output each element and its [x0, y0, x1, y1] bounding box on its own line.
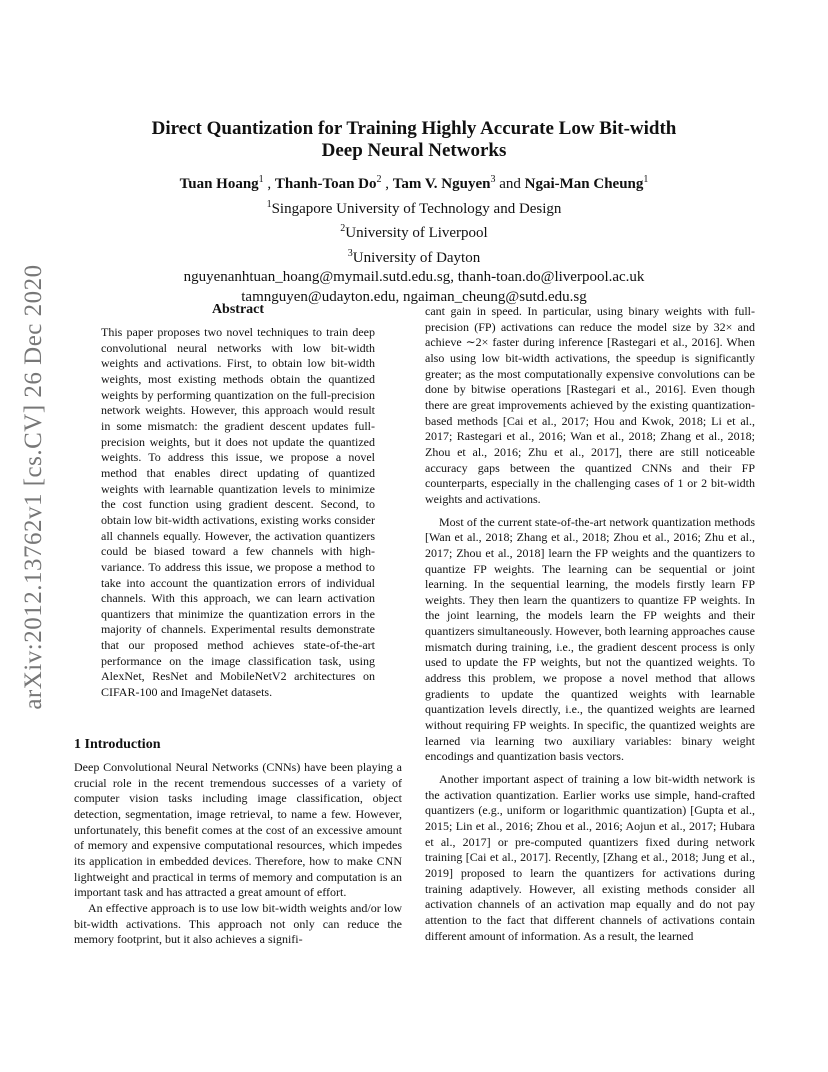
author-block: [74, 170, 754, 308]
abstract-heading: Abstract: [211, 302, 265, 317]
right-paragraph-3: Another important aspect of training a low bit-width network is the activation quantization. Earlier works use simple, hand-crafted quantizers (e.g., uniform or logarithmic quantization) [Gupta et al., 2015; Lin et al., 2016; Zhou et al., 2016; Aojun et al., 2017; Hubara et al., 2017] or pre-computed quantizers fixed during network training [Cai et al., 2017]. Recently, [Zhang et al., 2018; Jung et al., 2019] proposed to learn the quantizers for activations during training adaptively. However, all existing methods consider all activation channels of an activation map equally and do not pay attention to the fact that different channels of activations contain different amount of information. As a result, the learned: [425, 772, 755, 943]
arxiv-identifier: [14, 264, 54, 710]
introduction-heading: 1 Introduction: [74, 737, 161, 752]
intro-paragraph-2: An effective approach is to use low bit-width weights and/or low bit-width activations. This approach not only can reduce the memory footprint, but it also achieves a signifi-: [74, 900, 402, 947]
author-2: Thanh-Toan Do: [274, 176, 377, 192]
right-column: [425, 304, 755, 944]
intro-paragraph-1: Deep Convolutional Neural Networks (CNNs) have been playing a crucial role in the recent tremendous successes of a variety of computer vision tasks including image classification, object detection, segmentation, image retrieval, to name a few. However, unfortunately, this benefit comes at the cost of an excessive amount of memory and expensive computational resources, which impedes its application in embedded devices. Therefore, how to make CNN lightweight and practical in terms of memory and computation is an important task and has attracted a great amount of effort.: [74, 760, 402, 900]
author-names: Tuan Hoang$^1$ , Thanh-Toan Do$^2$ , Tam V. Nguyen$^3$ and Ngai-Man Cheung$^1$: [179, 174, 649, 192]
right-paragraph-1: cant gain in speed. In particular, using binary weights with full-precision (FP) activations can reduce the model size by 32× and achieve ∼2× faster during inference [Rastegari et al., 2016]. When also using low bit-width activations, the speedup is significantly greater; as the most computationally expensive convolutions can be done by bitwise operations [Rastegari et al., 2016]. Even though there are great improvements achieved by the existing quantization-based methods [Cai et al., 2017; Hou and Kwok, 2018; Li et al., 2017; Rastegari et al., 2016; Wan et al., 2018; Zhang et al., 2018; Zhou et al., 2016; Zhu et al., 2017], there are still noticeable accuracy gaps between the quantized CNNs and their FP counterparts, especially in the challenging cases of 1 or 2 bit-width weights and activations.: [425, 304, 755, 506]
affiliation-3: $^3$University of Dayton: [347, 247, 481, 266]
abstract-text: This paper proposes two novel techniques to train deep convolutional neural networks with low bit-width weights and activations. First, to obtain low bit-width weights, most existing methods obtain the quantized weights by performing quantization on the full-precision network weights. However, this approach would result in some mismatch: the gradient descent updates full-precision weights, but it does not update the quantized weights. To address this issue, we propose a novel method that enables direct updating of quantized weights with learnable quantization levels to minimize the cost function using gradient descent. Second, to obtain low bit-width activations, existing works consider all channels equally. However, the activation quantizers could be biased toward a few channels with high-variance. To address this issue, we propose a method to take into account the quantization errors of individual channels. With this approach, we can learn activation quantizers that minimize the quantization errors in the majority of channels. Experimental results demonstrate that our proposed method achieves state-of-the-art performance on the image classification task, using AlexNet, ResNet and MobileNetV2 architectures on CIFAR-100 and ImageNet datasets.: [101, 325, 375, 700]
email-line-2: tamnguyen@udayton.edu, ngaiman_cheung@sutd.edu.sg: [241, 288, 587, 305]
paper-title: [74, 118, 754, 162]
introduction-body: [74, 760, 402, 948]
author-3: Tam V. Nguyen: [392, 176, 491, 192]
email-line-1: nguyenanhtuan_hoang@mymail.sutd.edu.sg, thanh-toan.do@liverpool.ac.uk: [183, 269, 645, 286]
arxiv-identifier-text: arXiv:2012.13762v1 [cs.CV] 26 Dec 2020: [20, 264, 47, 710]
affiliation-2: $^2$University of Liverpool: [340, 223, 488, 242]
title-line-1: Direct Quantization for Training Highly Accurate Low Bit-width: [151, 118, 677, 139]
author-1: Tuan Hoang: [179, 176, 259, 192]
affiliation-1: $^1$Singapore University of Technology and Design: [266, 198, 562, 217]
title-line-2: Deep Neural Networks: [321, 140, 507, 161]
abstract-body: [101, 325, 375, 701]
right-paragraph-2: Most of the current state-of-the-art network quantization methods [Wan et al., 2018; Zhang et al., 2018; Zhou et al., 2016; Zhu et al., 2017; Zhou et al., 2018] learn the FP weights and the quantizers to quantize FP weights. The learning can be sequential or joint learning. In the sequential learning, the models firstly learn FP weights. They then learn the quantizers to quantize FP weights. In the joint learning, the models learn the FP weights and their quantizers simultaneously. However, both learning approaches cause mismatch during training, i.e., the gradient descent process is only used to update the FP weights, but not the quantized weights. To address this problem, we propose a novel method that allows gradients to update the quantized weights with learnable quantization levels directly, i.e., the quantized weights are learned without requiring FP weights. In specific, the quantized weights are learned via learning two auxiliary variables: binary weight encodings and quantization basis vectors.: [425, 514, 755, 764]
author-4: Ngai-Man Cheung: [524, 176, 644, 192]
